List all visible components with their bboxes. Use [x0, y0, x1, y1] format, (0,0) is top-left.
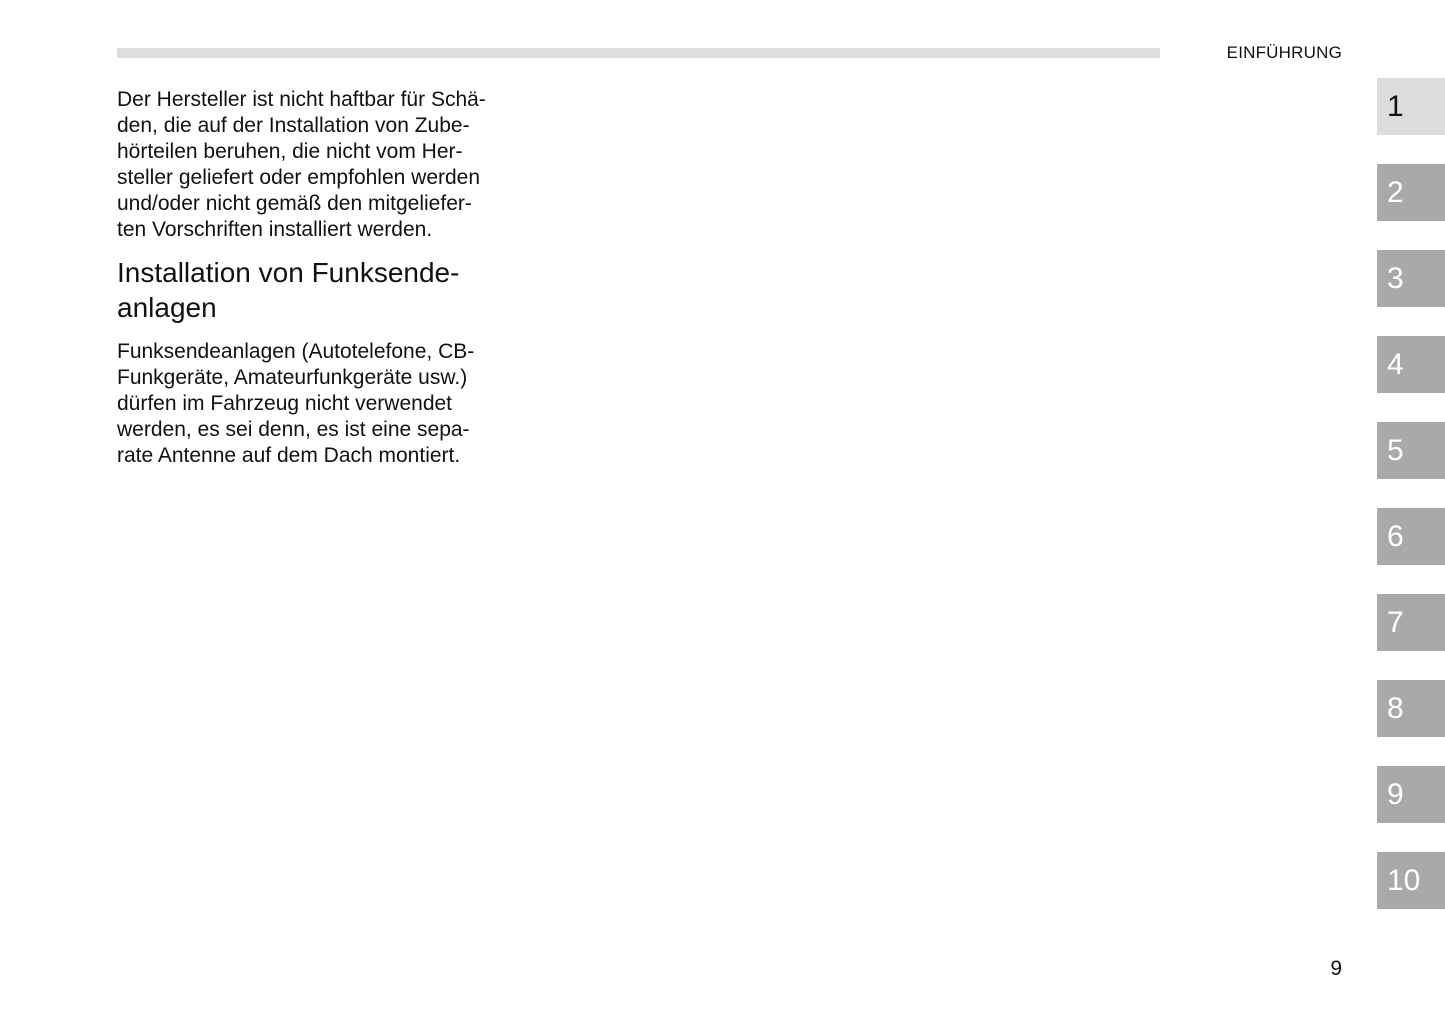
chapter-tab-7[interactable]: 7	[1377, 594, 1445, 651]
chapter-tab-2[interactable]: 2	[1377, 164, 1445, 221]
text-column	[117, 87, 517, 469]
section-heading	[117, 255, 517, 325]
chapter-tab-1[interactable]: 1	[1377, 78, 1445, 135]
chapter-tab-5[interactable]: 5	[1377, 422, 1445, 479]
chapter-tab-9[interactable]: 9	[1377, 766, 1445, 823]
paragraph-line: ten Vorschriften installiert werden.	[117, 218, 433, 241]
chapter-tab-4[interactable]: 4	[1377, 336, 1445, 393]
chapter-tab-6[interactable]: 6	[1377, 508, 1445, 565]
paragraph-line: hörteilen beruhen, die nicht vom Her-	[117, 140, 463, 163]
paragraph-line: rate Antenne auf dem Dach montiert.	[117, 444, 461, 467]
paragraph-line: steller geliefert oder empfohlen werden	[117, 166, 481, 189]
chapter-tab-3[interactable]: 3	[1377, 250, 1445, 307]
paragraph-line: werden, es sei denn, es ist eine sepa-	[117, 418, 470, 441]
paragraph-line: dürfen im Fahrzeug nicht verwendet	[117, 392, 453, 415]
paragraph-line: und/oder nicht gemäß den mitgeliefer-	[117, 192, 472, 215]
paragraph-line: Funksendeanlagen (Autotelefone, CB-	[117, 340, 475, 363]
heading-line: anlagen	[117, 292, 217, 323]
page-number: 9	[1330, 957, 1342, 980]
paragraph-line: Funkgeräte, Amateurfunkgeräte usw.)	[117, 366, 468, 389]
chapter-tab-8[interactable]: 8	[1377, 680, 1445, 737]
paragraph-line: den, die auf der Installation von Zube-	[117, 114, 470, 137]
section-title: EINFÜHRUNG	[1226, 43, 1342, 62]
paragraph-line: Der Hersteller ist nicht haftbar für Schä-	[117, 88, 486, 111]
header-divider	[117, 48, 1160, 58]
chapter-tab-10[interactable]: 10	[1377, 852, 1445, 909]
radio-transmitter-paragraph	[117, 339, 517, 469]
heading-line: Installation von Funksende-	[117, 257, 460, 288]
liability-paragraph	[117, 87, 517, 243]
